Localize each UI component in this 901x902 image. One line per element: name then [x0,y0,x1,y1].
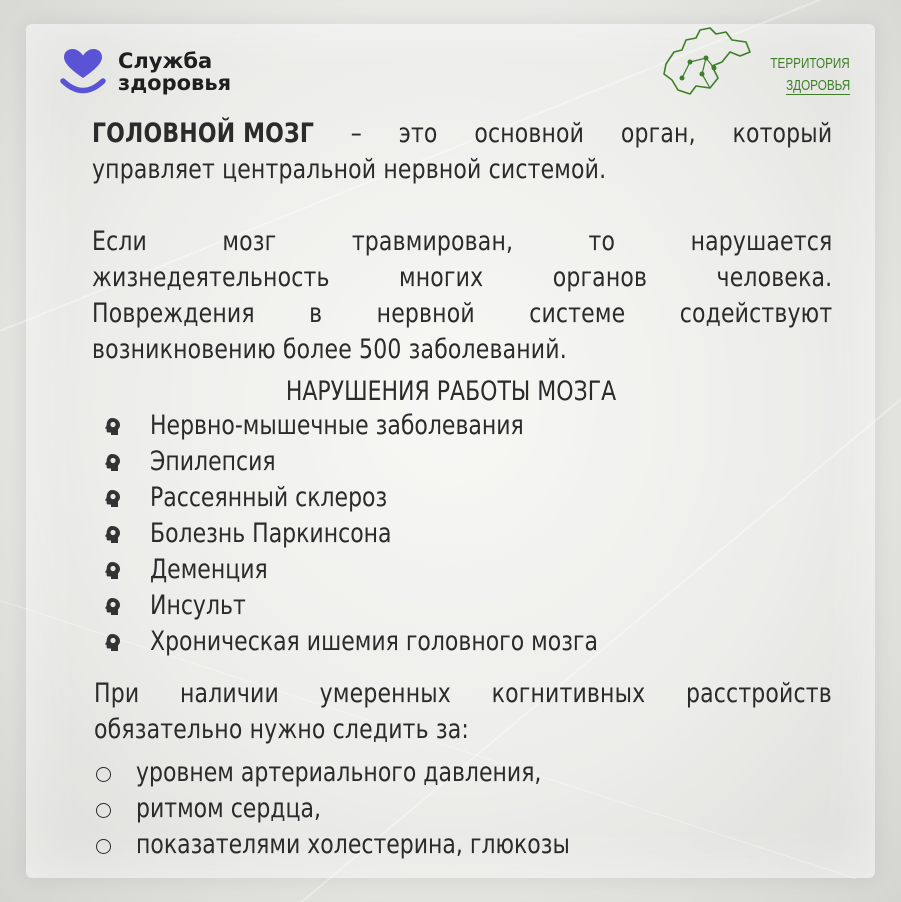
brain-head-icon [104,453,121,473]
paragraph-block [92,224,832,368]
circle-bullet-icon [96,767,111,782]
word: жизнедеятельность [92,262,330,293]
word: мозг [222,226,277,257]
monitoring-line-2: обязательно нужно следить за: [94,714,470,745]
paragraph-line [92,296,832,332]
territoriya-zdorovya-logo [660,22,860,106]
paragraph-line [92,260,832,296]
logo-right-line-1: ТЕРРИТОРИЯ [770,55,850,72]
word: основной [474,118,585,149]
disorder-label: Инсульт [150,590,246,621]
disorder-label: Эпилепсия [150,446,276,477]
word: умеренных [319,678,451,709]
brain-head-icon [104,417,121,437]
circle-bullet-icon [96,803,111,818]
circle-bullet-icon [96,839,111,854]
monitoring-label: показателями холестерина, глюкозы [136,829,570,860]
word: нервной [376,298,475,329]
word: расстройств [686,678,832,709]
monitoring-block [94,676,832,748]
brain-head-icon [104,561,121,581]
disorder-label: Нервно-мышечные заболевания [150,410,524,441]
word: Повреждения [92,298,255,329]
logo-line-1: Служба [118,49,213,73]
term-highlight: ГОЛОВНОЙ МОЗГ [92,118,315,149]
brain-head-icon [104,633,121,653]
word: это [398,118,438,149]
word: – [350,118,362,149]
monitoring-line-1 [94,676,832,712]
monitoring-label: ритмом сердца, [136,793,321,824]
logo-right-line-2: ЗДОРОВЬЯ [785,77,850,94]
disorder-label: Хроническая ишемия головного мозга [150,626,598,657]
brain-head-icon [104,525,121,545]
word: многих [398,262,484,293]
monitoring-label: уровнем артериального давления, [136,757,542,788]
word: в [309,298,323,329]
disorder-label: Болезнь Паркинсона [150,518,392,549]
intro-block [92,116,832,188]
logo-line-2: здоровья [118,71,232,95]
word: органов [552,262,648,293]
disorders-heading: НАРУШЕНИЯ РАБОТЫ МОЗГА [285,376,616,407]
intro-line-2: управляет центральной нервной системой. [92,154,607,185]
word: когнитивных [491,678,646,709]
word: содействуют [679,298,833,329]
disorder-label: Деменция [150,554,268,585]
disorders-heading-row [0,376,901,407]
word: При [94,678,140,709]
sluzhba-zdorovya-logo [60,46,260,102]
word: Если [92,226,148,257]
word: орган, [620,118,696,149]
word: который [732,118,833,149]
word: системе [529,298,626,329]
word: травмирован, [351,226,514,257]
disorder-label: Рассеянный склероз [150,482,388,513]
intro-line-1 [92,116,832,152]
word: нарушается [690,226,833,257]
paragraph-last-line: возникновению более 500 заболеваний. [92,334,567,365]
brain-head-icon [104,489,121,509]
heart-check-icon [60,48,106,96]
region-map-outline-icon [660,22,770,106]
word: человека. [716,262,833,293]
word: то [588,226,616,257]
paragraph-line [92,224,832,260]
word: наличии [180,678,279,709]
brain-head-icon [104,597,121,617]
